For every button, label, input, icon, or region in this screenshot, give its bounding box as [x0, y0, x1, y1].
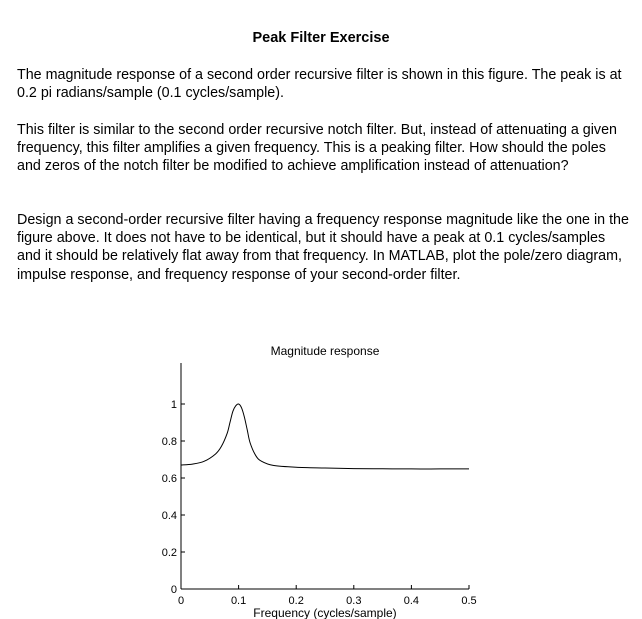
x-tick-label: 0.5	[461, 595, 477, 607]
paragraph-question: This filter is similar to the second order recursive notch filter. But, instead of attenuating a given frequency, this filter amplifies a given frequency. This is a peaking filter. How should the poles and zeros of the notch filter be modified to achieve amplification instead of attenuation?	[17, 122, 617, 175]
y-tick-label: 0.6	[161, 473, 177, 485]
y-tick-label: 0.8	[161, 436, 177, 448]
x-tick-label: 0.4	[403, 595, 420, 607]
y-tick-label: 0.2	[161, 547, 177, 559]
chart-title: Magnitude response	[270, 344, 380, 358]
x-tick-label: 0.2	[288, 595, 304, 607]
y-tick-label: 0.4	[161, 510, 177, 522]
y-tick-label: 1	[170, 399, 177, 411]
x-tick-label: 0.1	[230, 595, 247, 607]
x-tick-label: 0.3	[346, 595, 362, 607]
x-axis-label: Frequency (cycles/sample)	[253, 606, 397, 619]
paragraph-intro: The magnitude response of a second order recursive filter is shown in this figure. The peak is at 0.2 pi radians/sample (0.1 cycles/sample).	[17, 67, 622, 102]
series-line-magnitude	[181, 404, 469, 469]
x-tick-label: 0	[177, 595, 185, 607]
paragraph-assignment: Design a second-order recursive filter having a frequency response magnitude like the one in the figure above. It does not have to be identical, but it should have a peak at 0.1 cycles/samples and it should be relatively flat away from that frequency. In MATLAB, plot the pole/zero diagram, impulse response, and frequency response of your second-order filter.	[17, 212, 629, 283]
y-tick-label: 0	[170, 584, 177, 596]
page-title: Peak Filter Exercise	[252, 30, 390, 46]
magnitude-response-chart	[0, 330, 642, 619]
